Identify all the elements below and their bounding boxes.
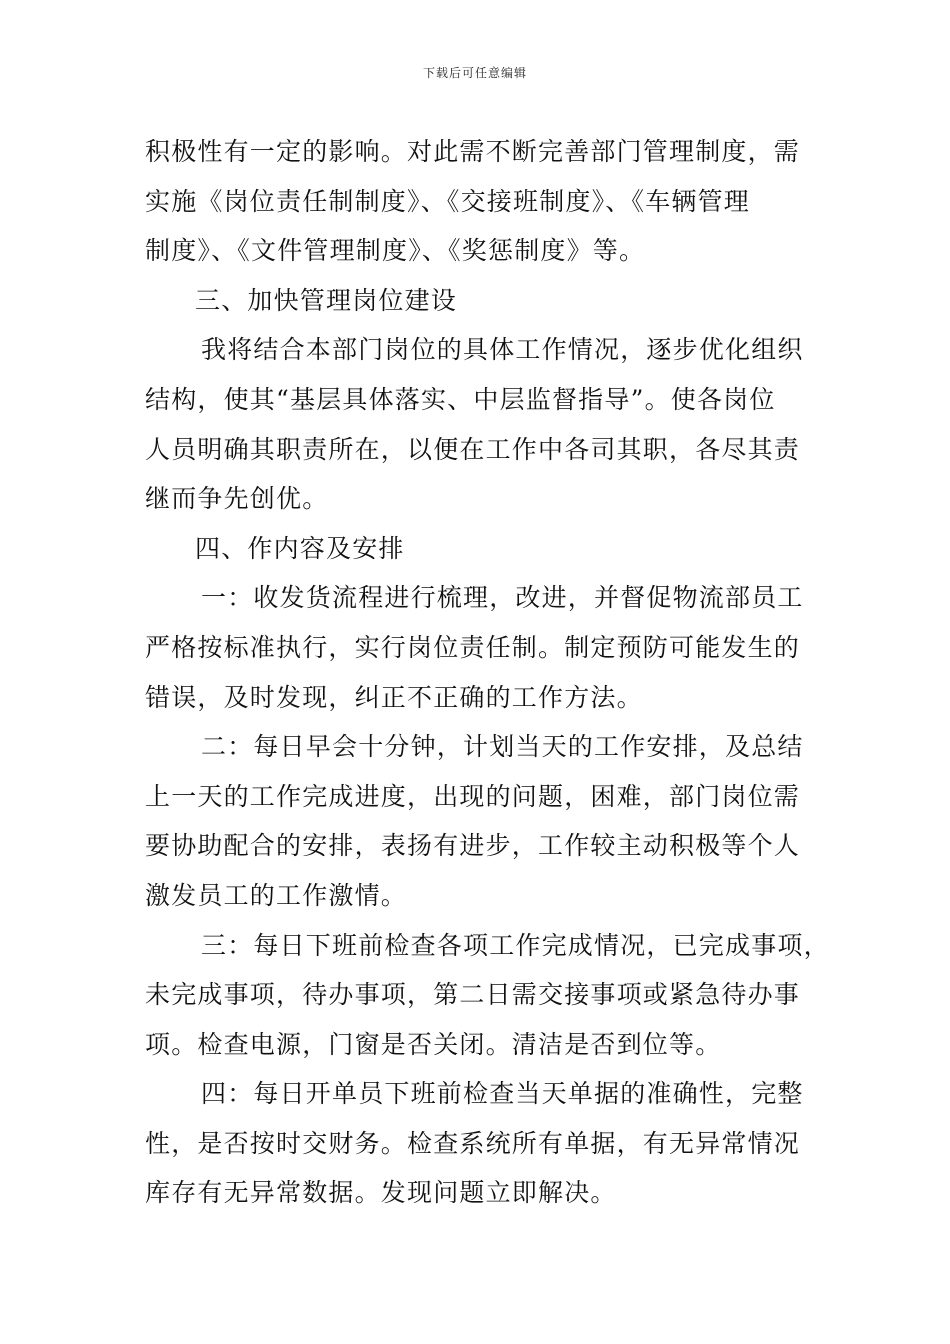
text-line: 激发员工的工作激情。 [145,880,408,910]
text-line: 制度》、《文件管理制度》、《奖惩制度》等。 [145,236,646,266]
document-body [145,127,830,1218]
text-line: 结构，使其“基层具体落实、中层监督指导”。使各岗位 [145,384,776,414]
section-heading: 三、加快管理岗位建设 [195,285,458,315]
text-line: 人员明确其职责所在，以便在工作中各司其职，各尽其责 [145,434,801,464]
text-line: 要协助配合的安排，表扬有进步，工作较主动积极等个人 [145,831,801,861]
text-line: 项。检查电源，门窗是否关闭。清洁是否到位等。 [145,1029,722,1059]
text-line: 一：收发货流程进行梳理，改进，并督促物流部员工 [201,583,804,613]
text-line: 三：每日下班前检查各项工作完成情况，已完成事项， [201,930,830,960]
text-line: 我将结合本部门岗位的具体工作情况，逐步优化组织 [201,335,804,365]
text-line: 性，是否按时交财务。检查系统所有单据，有无异常情况 [145,1128,801,1158]
section-heading: 四、作内容及安排 [195,533,405,563]
text-line: 积极性有一定的影响。对此需不断完善部门管理制度，需 [145,137,801,166]
text-line: 四：每日开单员下班前检查当天单据的准确性，完整 [201,1079,804,1109]
text-line: 库存有无异常数据。发现问题立即解决。 [145,1178,617,1208]
page-header: 下载后可任意编辑 [422,66,527,80]
text-line: 实施《岗位责任制制度》、《交接班制度》、《车辆管理 [145,186,751,216]
text-line: 严格按标准执行，实行岗位责任制。制定预防可能发生的 [145,632,801,662]
text-line: 二：每日早会十分钟，计划当天的工作安排，及总结 [201,732,804,762]
text-line: 未完成事项，待办事项，第二日需交接事项或紧急待办事 [145,980,801,1010]
text-line: 错误，及时发现，纠正不正确的工作方法。 [145,682,643,712]
text-line: 上一天的工作完成进度，出现的问题，困难，部门岗位需 [145,781,801,811]
text-line: 继而争先创优。 [145,484,329,514]
